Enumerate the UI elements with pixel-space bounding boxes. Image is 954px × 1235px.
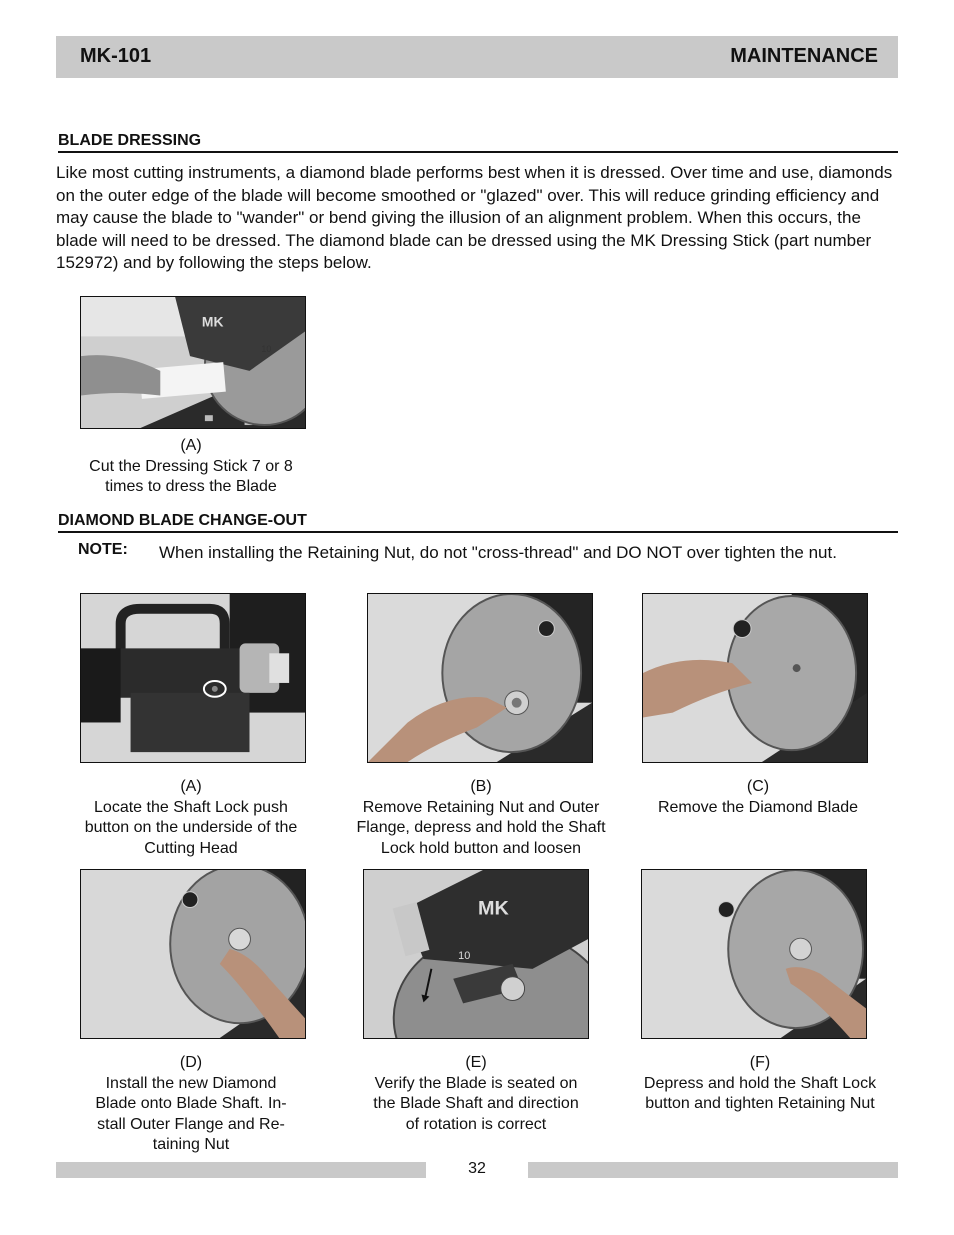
caption-line: Remove the Diamond Blade xyxy=(657,798,859,816)
dressing-stick-photo xyxy=(80,296,306,429)
shaft-lock-photo xyxy=(80,593,306,763)
figure-label: (A) xyxy=(180,778,202,795)
tighten-nut-photo xyxy=(641,869,867,1039)
caption-line: stall Outer Flange and Re- xyxy=(97,1115,285,1133)
caption-line: Cut the Dressing Stick 7 or 8 xyxy=(89,457,293,475)
caption-line: Depress and hold the Shaft Lock xyxy=(643,1074,877,1092)
verify-rotation-photo xyxy=(363,869,589,1039)
figure-label: (D) xyxy=(179,1054,203,1071)
figure-e-caption xyxy=(338,1053,614,1135)
blade-size-marking: 10 xyxy=(261,344,272,355)
caption-line: Install the new Diamond xyxy=(105,1074,277,1092)
caption-line: Cutting Head xyxy=(144,839,238,857)
caption-line: Remove Retaining Nut and Outer xyxy=(362,798,600,816)
note-text: When installing the Retaining Nut, do not "cross-thread" and DO NOT over tighten the nut. xyxy=(159,543,837,562)
figure-c-caption xyxy=(630,777,886,818)
figure-label: (C) xyxy=(746,778,770,795)
install-blade-photo xyxy=(80,869,306,1039)
caption-line: button and tighten Retaining Nut xyxy=(645,1095,875,1112)
note-label: NOTE: xyxy=(78,541,128,558)
mk-logo: MK xyxy=(201,313,224,330)
figure-label: (B) xyxy=(470,778,492,795)
caption-line: button on the underside of the xyxy=(84,819,298,836)
figure-label: (E) xyxy=(465,1054,487,1071)
caption-line: Blade onto Blade Shaft. In- xyxy=(95,1095,287,1112)
change-out-heading: DIAMOND BLADE CHANGE-OUT xyxy=(58,512,898,533)
caption-line: Verify the Blade is seated on xyxy=(374,1074,578,1092)
remove-blade-photo xyxy=(642,593,868,763)
figure-label: (F) xyxy=(749,1054,771,1071)
mk-logo: MK xyxy=(477,897,509,920)
footer-bar-left xyxy=(56,1162,426,1178)
caption-line: times to dress the Blade xyxy=(105,478,277,495)
figure-b-caption xyxy=(338,777,624,859)
blade-dressing-heading: BLADE DRESSING xyxy=(58,132,898,153)
figure-a-caption xyxy=(68,777,314,859)
figure-d-caption xyxy=(68,1053,314,1156)
caption-line: Flange, depress and hold the Shaft xyxy=(356,819,606,836)
loosen-nut-photo xyxy=(367,593,593,763)
blade-dressing-paragraph: Like most cutting instruments, a diamond blade performs best when it is dressed. Over time and use, diamonds on the outer edge of the blade will become smoothed or "glazed" over. This will reduce grinding efficiency and may cause the blade to "wander" or bend giving the illusion of an alignment problem. When this occurs, the blade will need to be dressed. The diamond blade can be dressed using the MK Dressing Stick (part number 152972) and by following the steps below. xyxy=(56,163,893,272)
figure-f-caption xyxy=(622,1053,898,1115)
figure-label: (A) xyxy=(180,437,202,454)
page-header xyxy=(56,36,898,78)
caption-line: Locate the Shaft Lock push xyxy=(94,798,288,816)
section-title: MAINTENANCE xyxy=(730,45,878,67)
caption-line: the Blade Shaft and direction xyxy=(373,1095,579,1112)
caption-line: taining Nut xyxy=(152,1136,230,1153)
model-title: MK-101 xyxy=(80,45,152,67)
blade-size-marking: 10 xyxy=(458,949,471,962)
page-number: 32 xyxy=(468,1160,486,1177)
footer-bar-right xyxy=(528,1162,898,1178)
dressing-caption xyxy=(68,436,314,498)
caption-line: Lock hold button and loosen xyxy=(380,839,582,857)
caption-line: of rotation is correct xyxy=(405,1115,547,1133)
